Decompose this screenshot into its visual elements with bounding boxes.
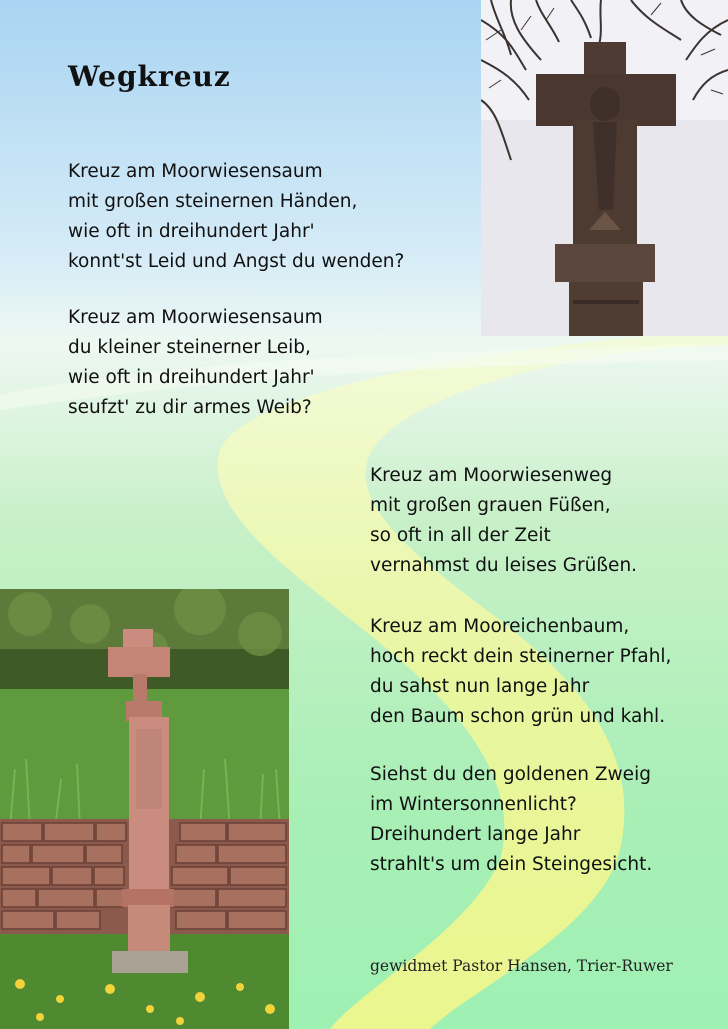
stanza-line: Kreuz am Moorwiesensaum — [68, 161, 323, 182]
stanza-5 — [370, 760, 652, 880]
stanza-4 — [370, 612, 671, 732]
stanza-line: den Baum schon grün und kahl. — [370, 706, 666, 727]
stanza-line: Kreuz am Moorwiesensaum — [68, 307, 323, 328]
stanza-line: im Wintersonnenlicht? — [370, 794, 577, 815]
stanza-line: du sahst nun lange Jahr — [370, 676, 590, 697]
dedication-text: gewidmet Pastor Hansen, Trier-Ruwer — [370, 957, 673, 975]
stanza-line: vernahmst du leises Grüßen. — [370, 555, 638, 576]
stanza-line: konnt'st Leid und Angst du wenden? — [68, 251, 405, 272]
stanza-3 — [370, 461, 637, 581]
stanza-line: mit großen steinernen Händen, — [68, 191, 358, 212]
poem-title: Wegkreuz — [68, 60, 231, 93]
crucifix-photo-image — [481, 0, 728, 336]
wayside-cross-photo-image — [0, 589, 289, 1029]
stanza-line: wie oft in dreihundert Jahr' — [68, 221, 315, 242]
stanza-line: du kleiner steinerner Leib, — [68, 337, 311, 358]
photo-stone-crucifix — [481, 0, 728, 336]
stanza-line: Dreihundert lange Jahr — [370, 824, 581, 845]
stanza-line: strahlt's um dein Steingesicht. — [370, 854, 653, 875]
stanza-line: mit großen grauen Füßen, — [370, 495, 611, 516]
stanza-1 — [68, 157, 404, 277]
stanza-line: hoch reckt dein steinerner Pfahl, — [370, 646, 672, 667]
stanza-line: wie oft in dreihundert Jahr' — [68, 367, 315, 388]
photo-wayside-cross — [0, 589, 289, 1029]
stanza-line: seufzt' zu dir armes Weib? — [68, 397, 312, 418]
stanza-line: Kreuz am Moorwiesenweg — [370, 465, 613, 486]
stanza-line: so oft in all der Zeit — [370, 525, 551, 546]
stanza-line: Kreuz am Mooreichenbaum, — [370, 616, 630, 637]
stanza-2 — [68, 303, 323, 423]
stanza-line: Siehst du den goldenen Zweig — [370, 764, 651, 785]
